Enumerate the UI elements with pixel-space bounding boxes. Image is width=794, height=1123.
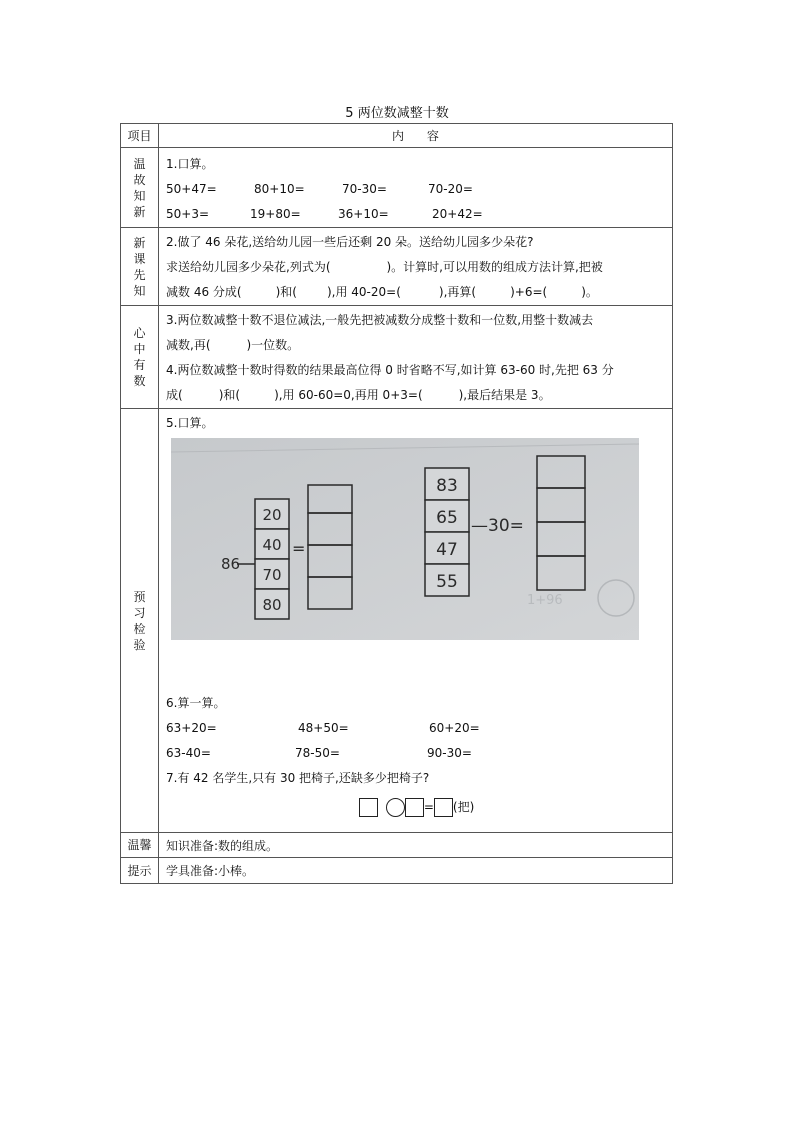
section-check [159, 409, 673, 833]
q5-photo [171, 438, 639, 640]
section-understanding-label: 心中有数 [121, 306, 159, 409]
section-review [159, 148, 673, 228]
q5-title: 5.口算。 [166, 416, 214, 430]
worksheet-table [120, 123, 673, 884]
tips-label-2: 提示 [121, 858, 159, 884]
q3-line-2: 减数,再( )一位数。 [166, 338, 300, 352]
answer-box-2[interactable] [405, 798, 424, 817]
section-preview-label: 新课先知 [121, 228, 159, 306]
left-subtrahend-column [255, 499, 289, 619]
left-subtrahend-1: 20 [262, 506, 282, 524]
operator-circle[interactable] [386, 798, 405, 817]
answer-box-1[interactable] [359, 798, 378, 817]
tips-line-1: 知识准备:数的组成。 [159, 833, 673, 858]
right-minuend-1: 83 [436, 476, 458, 496]
q1-title: 1.口算。 [166, 157, 214, 171]
q3-line-1: 3.两位数减整十数不退位减法,一般先把被减数分成整十数和一位数,用整十数减去 [166, 313, 594, 327]
q6-row-2: 63-40= 78-50= 90-30= [166, 746, 472, 760]
q7-unit: (把) [452, 800, 475, 814]
tips-label-1: 温馨 [121, 833, 159, 858]
right-minuend-4: 55 [436, 572, 458, 592]
q2-line-2: 求送给幼儿园多少朵花,列式为( )。计算时,可以用数的组成方法计算,把被 [166, 260, 603, 274]
answer-box-3[interactable] [434, 798, 453, 817]
q2-line-3: 减数 46 分成( )和( ),用 40-20=( ),再算( )+6=( )。 [166, 285, 598, 299]
left-subtrahend-2: 40 [262, 536, 282, 554]
section-preview [159, 228, 673, 306]
section-understanding [159, 306, 673, 409]
left-equals: = [292, 539, 306, 558]
left-subtrahend-3: 70 [262, 566, 282, 584]
section-check-label: 预习检验 [121, 409, 159, 833]
header-content: 内 容 [392, 129, 439, 143]
q4-line-1: 4.两位数减整十数时得数的结果最高位得 0 时省略不写,如计算 63-60 时,先把 63 分 [166, 363, 614, 377]
tips-line-2: 学具准备:小棒。 [159, 858, 673, 884]
page-title: 5 两位数减整十数 [345, 106, 449, 121]
header-item: 项目 [127, 128, 152, 143]
header-content-cell [159, 124, 673, 148]
section-review-label: 温故知新 [121, 148, 159, 228]
right-minuend-2: 65 [436, 508, 458, 528]
q2-line-1: 2.做了 46 朵花,送给幼儿园一些后还剩 20 朵。送给幼儿园多少朵花? [166, 235, 534, 249]
q7-title: 7.有 42 名学生,只有 30 把椅子,还缺多少把椅子? [166, 771, 430, 785]
right-minuend-column [425, 468, 469, 596]
q1-row-2: 50+3= 19+80= 36+10= 20+42= [166, 207, 483, 221]
q6-title: 6.算一算。 [166, 696, 226, 710]
right-minuend-3: 47 [436, 540, 458, 560]
q7-equation [166, 791, 672, 823]
q7-equals: = [423, 800, 434, 814]
left-minuend: 86 [221, 555, 241, 573]
q6-row-1: 63+20= 48+50= 60+20= [166, 721, 480, 735]
q4-line-2: 成( )和( ),用 60-60=0,再用 0+3=( ),最后结果是 3。 [166, 388, 551, 402]
header-item-cell [121, 124, 159, 148]
right-operator: —30= [471, 516, 524, 536]
q1-row-1: 50+47= 80+10= 70-30= 70-20= [166, 182, 473, 196]
left-subtrahend-4: 80 [262, 596, 282, 614]
faint-text: 1+96 [527, 593, 563, 608]
